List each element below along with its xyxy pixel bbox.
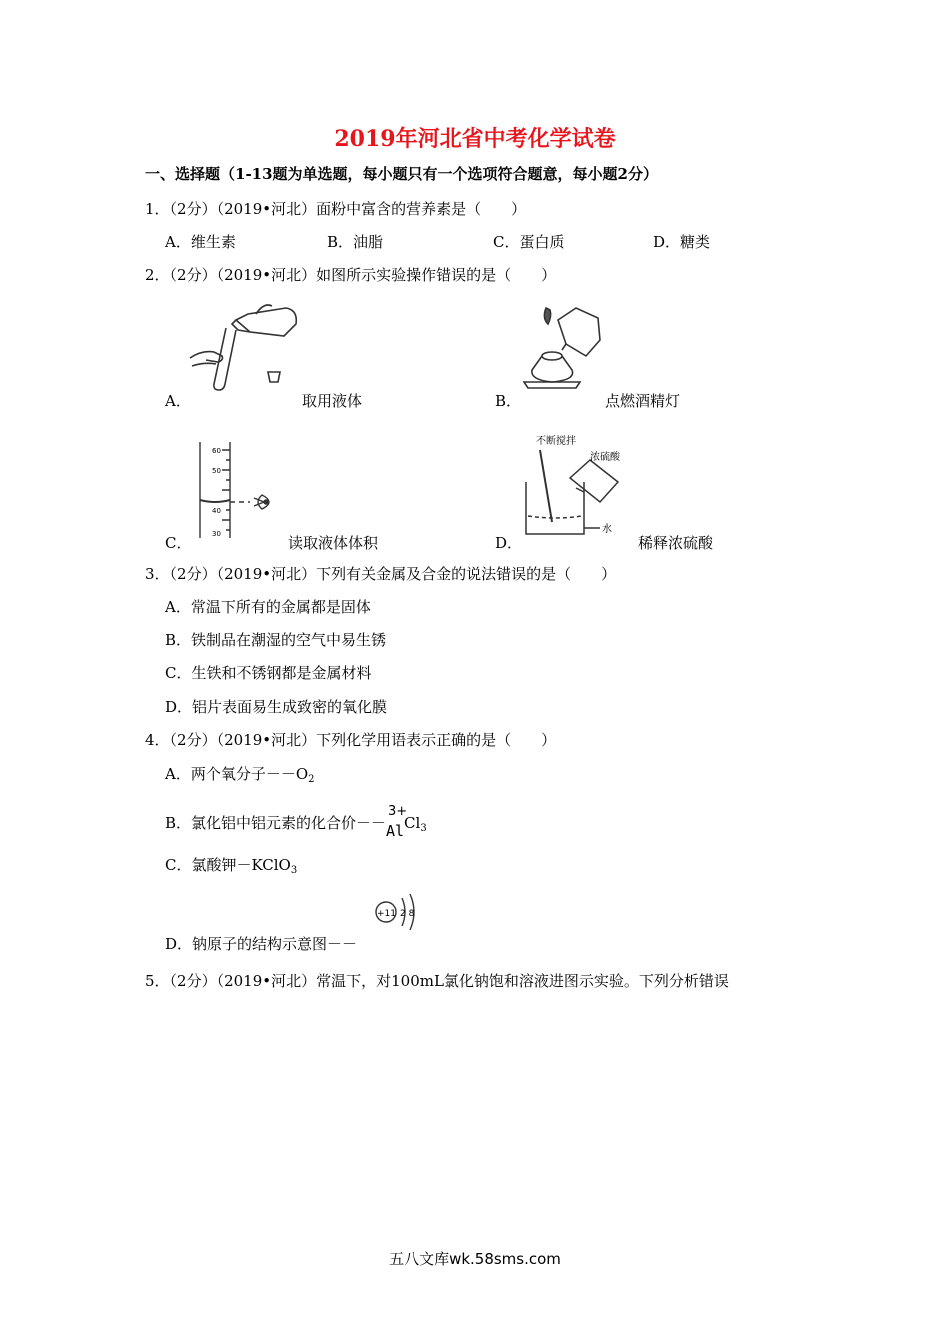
q2-option-b-caption: 点燃酒精灯 xyxy=(605,392,681,410)
q2-option-c-letter: C． xyxy=(165,534,192,552)
sodium-atom-diagram xyxy=(370,890,430,934)
q1-option-d: D．糖类 xyxy=(653,233,711,251)
cylinder-tick-30: 30 xyxy=(212,530,221,538)
q4-option-b-element: Al xyxy=(386,822,405,840)
cylinder-tick-60: 60 xyxy=(212,447,221,455)
q4-option-c xyxy=(165,854,297,876)
q1-option-b: B．油脂 xyxy=(327,233,384,251)
q2-option-d-letter: D． xyxy=(495,534,523,552)
q4-option-a-subscript: 2 xyxy=(308,774,315,785)
atom-nucleus-label: +11 xyxy=(377,909,396,919)
q4-option-c-subscript: 3 xyxy=(290,865,298,876)
q4-option-a-text: A．两个氧分子－－O xyxy=(165,765,309,783)
page-title: 2019年河北省中考化学试卷 xyxy=(334,126,616,152)
figure-dilute-acid xyxy=(518,430,638,540)
q2-option-d-caption: 稀释浓硫酸 xyxy=(638,534,714,552)
q1-option-c: C．蛋白质 xyxy=(493,233,565,251)
q4-option-b xyxy=(165,804,427,840)
figure-graduated-cylinder xyxy=(192,440,292,540)
q1-option-a: A．维生素 xyxy=(165,233,236,251)
q4-option-b-charge: 3+ xyxy=(388,804,408,819)
q4-option-b-valence xyxy=(386,804,408,840)
question-4-stem: 4．（2分）（2019•河北）下列化学用语表示正确的是（ ） xyxy=(145,731,557,749)
q4-option-c-text: C．氯酸钾－KClO xyxy=(165,856,291,874)
question-5-stem: 5．（2分）（2019•河北）常温下，对100mL氯化钠饱和溶液进图示实验。下列分析错误 xyxy=(145,972,729,990)
figure-alcohol-lamp xyxy=(518,300,604,390)
question-2-stem: 2．（2分）（2019•河北）如图所示实验操作错误的是（ ） xyxy=(145,266,557,284)
q2-option-a-letter: A． xyxy=(165,392,191,410)
atom-shell-label: 2 8 xyxy=(400,909,415,919)
q4-option-d: D．钠原子的结构示意图－－ xyxy=(165,935,358,953)
label-stir: 不断搅拌 xyxy=(536,436,576,447)
q4-option-b-rest: Cl xyxy=(404,814,421,832)
q2-option-b-letter: B． xyxy=(495,392,522,410)
q3-option-c: C．生铁和不锈钢都是金属材料 xyxy=(165,664,372,682)
section-heading: 一、选择题（1-13题为单选题，每小题只有一个选项符合题意，每小题2分） xyxy=(145,165,658,183)
q3-option-d: D．铝片表面易生成致密的氧化膜 xyxy=(165,698,388,716)
q4-option-b-text: B．氯化铝中铝元素的化合价－－ xyxy=(165,814,387,832)
q3-option-b: B．铁制品在潮湿的空气中易生锈 xyxy=(165,631,387,649)
label-water: 水 xyxy=(602,524,612,535)
q3-option-a: A．常温下所有的金属都是固体 xyxy=(165,598,371,616)
question-1-stem: 1．（2分）（2019•河北）面粉中富含的营养素是（ ） xyxy=(145,200,527,218)
q2-option-c-caption: 读取液体体积 xyxy=(288,534,379,552)
cylinder-tick-50: 50 xyxy=(212,467,221,475)
cylinder-tick-40: 40 xyxy=(212,507,221,515)
q2-option-a-caption: 取用液体 xyxy=(302,392,363,410)
q4-option-a xyxy=(165,763,315,785)
footer-watermark: 五八文库wk.58sms.com xyxy=(389,1250,561,1268)
question-3-stem: 3．（2分）（2019•河北）下列有关金属及合金的说法错误的是（ ） xyxy=(145,565,617,583)
q4-option-b-subscript: 3 xyxy=(420,823,427,834)
figure-pour-liquid xyxy=(188,300,308,392)
label-conc-acid: 浓硫酸 xyxy=(590,452,620,463)
